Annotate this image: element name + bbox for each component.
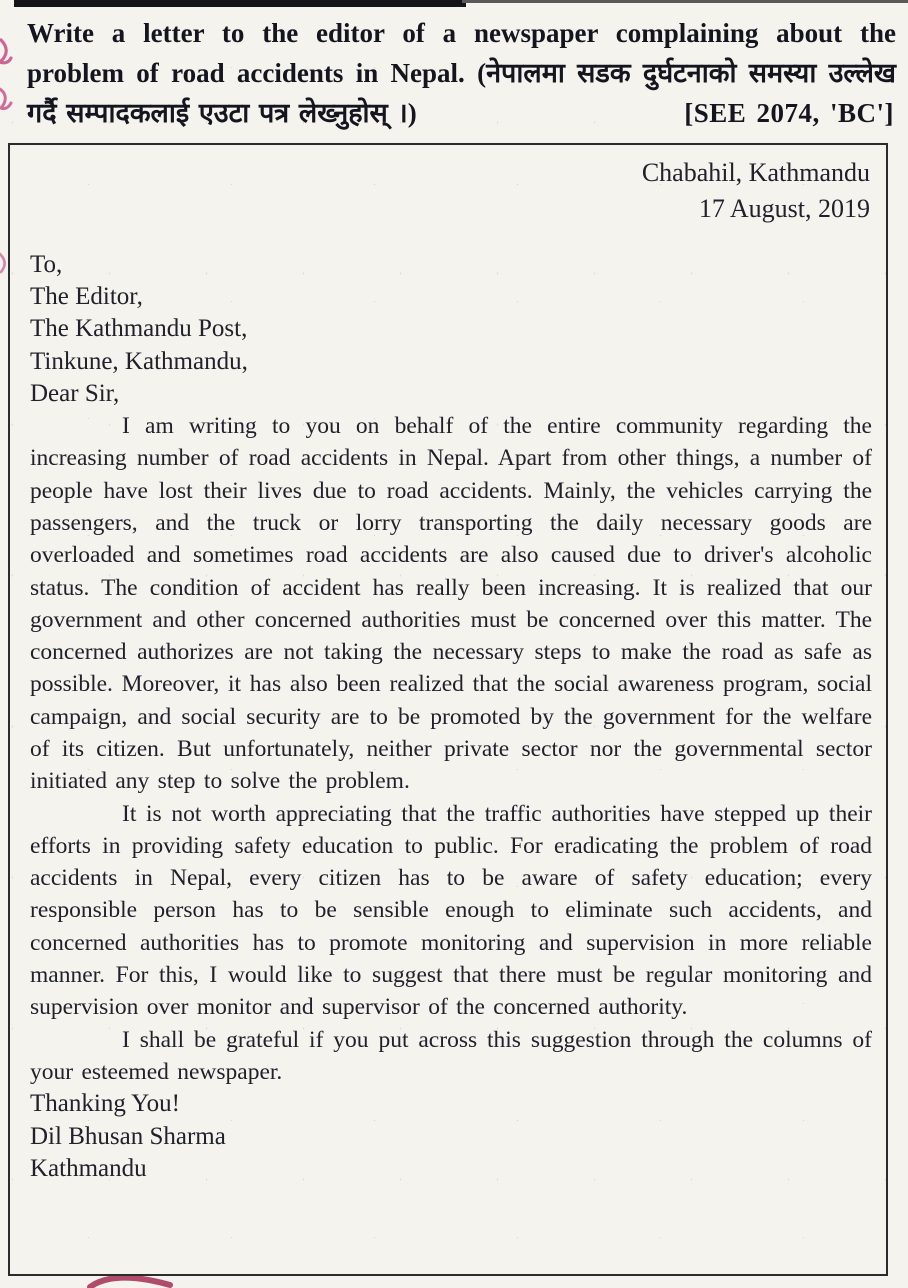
prompt-nepali-text: (नेपालमा सडक दुर्घटनाको समस्या उल्लेख गर्दै सम्पादकलाई एउटा पत्र लेख्नुहोस् ।) [27, 58, 896, 128]
address-line: The Editor, [30, 283, 143, 311]
pen-mark [0, 38, 19, 72]
closing-line: Thanking You! [30, 1090, 181, 1118]
letter-paragraph: It is not worth appreciating that the traffic authorities have stepped up their efforts in providing safety education to public. For eradicating the problem of road accidents in Nepal, every citizen has to be aware of safety education; every responsible person has to be sensible enough to eliminate such accidents, and concerned authorities has to promote monitoring and supervision in more reliable manner. For this, I would like to suggest that there must be regular monitoring and supervision over monitor and supervisor of the concerned authority. [30, 800, 872, 1021]
address-line: The Kathmandu Post, [30, 315, 248, 343]
signature-place: Kathmandu [30, 1154, 147, 1182]
recipient-address [30, 249, 872, 410]
question-prompt [27, 13, 896, 135]
signature-name: Dil Bhusan Sharma [30, 1122, 226, 1150]
pen-mark [86, 1276, 176, 1288]
salutation: Dear Sir, [30, 379, 120, 407]
letter-box [8, 143, 888, 1276]
address-line: To, [30, 251, 63, 278]
address-line: Tinkune, Kathmandu, [30, 347, 248, 375]
letter-paragraph: I shall be grateful if you put across this suggestion through the columns of your esteemed newspaper. [30, 1026, 872, 1085]
letter-heading [30, 155, 870, 227]
letter-paragraph: I am writing to you on behalf of the entire community regarding the increasing number of road accidents in Nepal. Apart from other things, a number of people have lost their lives due to road accidents. Mainly, the vehicles carrying the passengers, and the truck or lorry transporting the daily necessary goods are overloaded and sometimes road accidents are also caused due to driver's alcoholic status. The condition of accident has really been increasing. It is realized that our government and other concerned authorities must be concerned over this matter. The concerned authorizes are not taking the necessary steps to make the road as safe as possible. Moreover, it has also been realized that the social awareness program, social campaign, and social security are to be promoted by the government for the welfare of its citizen. But unfortunately, neither private sector nor the governmental sector initiated any step to solve the problem. [30, 413, 872, 795]
pen-mark [0, 84, 16, 114]
letter-closing [30, 1088, 872, 1185]
prompt-english-text: Write a letter to the editor of a newspaper complaining about the problem of road accidents in Nepal. [27, 18, 896, 88]
sender-location: Chabahil, Kathmandu [641, 158, 870, 187]
letter-date: 17 August, 2019 [698, 194, 870, 223]
exam-citation: [SEE 2074, 'BC'] [684, 98, 894, 128]
top-rule-thick [14, 0, 466, 7]
top-rule-thin [462, 0, 908, 3]
